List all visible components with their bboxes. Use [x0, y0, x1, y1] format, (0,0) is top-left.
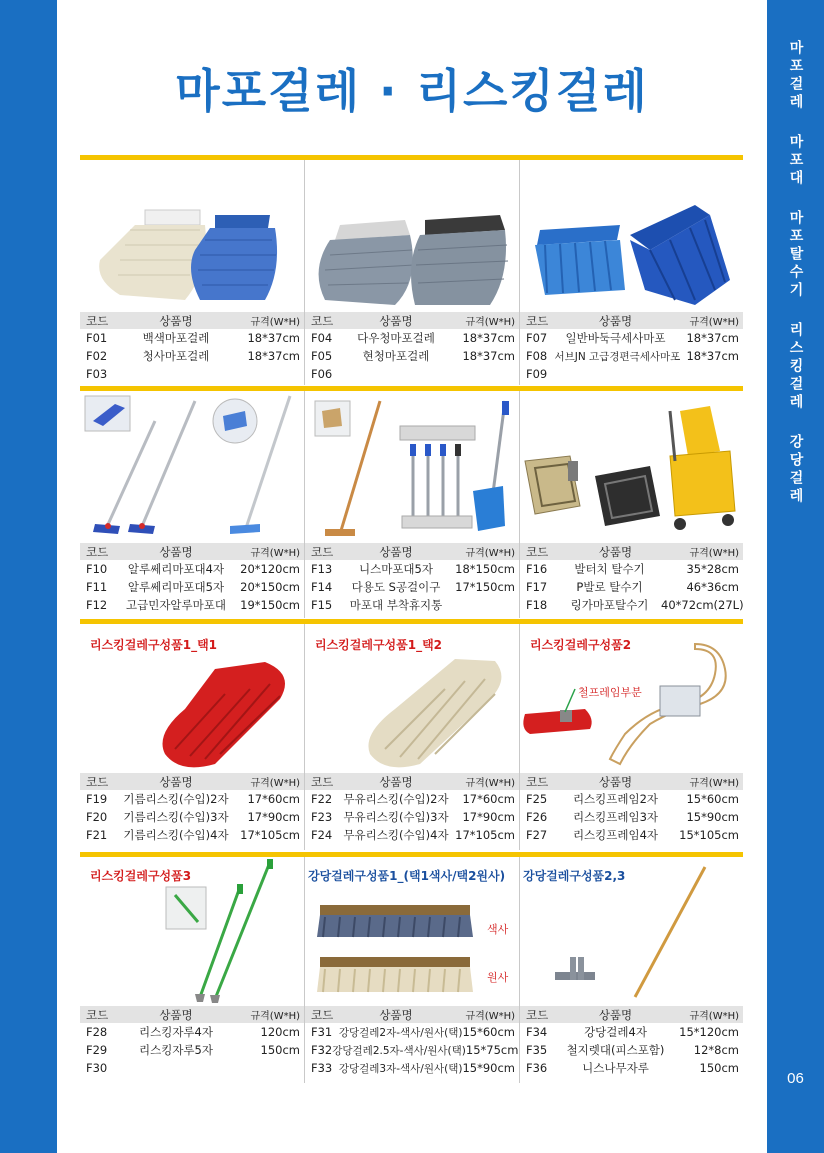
- item-name: 니스나무자루: [582, 1061, 649, 1075]
- table-header: [305, 773, 519, 790]
- table-header: [520, 312, 743, 329]
- header-name: 상품명: [598, 313, 633, 328]
- product-section-f34: [520, 857, 743, 1083]
- item-name: 무유리스킹(수입)2자: [343, 792, 449, 806]
- dust-mop-handles-image: [160, 857, 300, 1007]
- item-spec: 15*105cm: [679, 828, 739, 842]
- item-name: 현청마포걸레: [362, 349, 430, 363]
- mop-wringers-image: [520, 406, 740, 541]
- item-name: 무유리스킹(수입)4자: [343, 828, 449, 842]
- header-spec: 규격(W*H): [465, 548, 515, 559]
- gym-mops-image: [315, 897, 475, 1002]
- item-code: F09: [526, 367, 548, 381]
- item-code: F05: [311, 349, 333, 363]
- section-label: 리스킹걸레구성품2: [530, 638, 632, 652]
- header-spec: 규격(W*H): [465, 778, 515, 789]
- product-section-f22: [305, 624, 519, 850]
- item-name: 리스킹프레임4자: [572, 828, 659, 842]
- item-spec: 17*90cm: [247, 810, 300, 824]
- item-code: F36: [526, 1061, 548, 1075]
- item-code: F30: [86, 1061, 108, 1075]
- item-code: F23: [311, 810, 333, 824]
- item-spec: 17*60cm: [247, 792, 300, 806]
- table-row: [305, 596, 519, 614]
- item-code: F35: [526, 1043, 548, 1057]
- header-name: 상품명: [379, 1007, 413, 1022]
- item-code: F06: [311, 367, 333, 381]
- item-spec: 15*90cm: [686, 810, 739, 824]
- product-table: [80, 1006, 304, 1077]
- item-name: 일반바둑극세사마포: [565, 331, 666, 345]
- dust-mop-frame-image: [520, 644, 743, 769]
- item-code: F31: [311, 1025, 333, 1039]
- colored-yarn-note: 색사: [487, 923, 509, 936]
- table-row: [520, 347, 743, 365]
- table-row: [80, 826, 304, 844]
- item-code: F24: [311, 828, 333, 842]
- row-1: [80, 160, 743, 385]
- white-dust-mop-image: [360, 649, 515, 774]
- table-header: [80, 543, 304, 560]
- item-spec: 18*37cm: [686, 349, 739, 363]
- side-category-3-label: 마포탈수기: [787, 210, 804, 300]
- row-3: [80, 624, 743, 850]
- table-row: [305, 365, 519, 383]
- table-header: [305, 543, 519, 560]
- item-name: 강당걸레2자-색사/원사(택): [338, 1026, 463, 1039]
- item-spec: 17*150cm: [455, 580, 515, 594]
- item-code: F12: [86, 598, 108, 612]
- item-code: F34: [526, 1025, 548, 1039]
- header-name: 상품명: [159, 774, 193, 789]
- header-code: 코드: [311, 313, 334, 328]
- product-table: [80, 543, 304, 614]
- product-section-f01: [80, 160, 304, 385]
- item-code: F02: [86, 349, 108, 363]
- item-name: 리스킹자루4자: [139, 1025, 213, 1039]
- table-header: [80, 1006, 304, 1023]
- product-table: [305, 543, 519, 614]
- table-row: [80, 347, 304, 365]
- table-row: [305, 1041, 519, 1059]
- item-code: F18: [526, 598, 548, 612]
- header-name: 상품명: [598, 774, 633, 789]
- table-header: [520, 773, 743, 790]
- header-code: 코드: [311, 774, 334, 789]
- item-code: F32: [311, 1043, 333, 1057]
- table-row: [80, 1041, 304, 1059]
- section-label: 강당걸레구성품2,3: [523, 869, 626, 883]
- item-spec: 15*75cm: [465, 1043, 519, 1057]
- product-section-f10: [80, 391, 304, 618]
- item-name: 리스킹프레임2자: [572, 792, 659, 806]
- table-row: [80, 1059, 304, 1077]
- table-row: [80, 596, 304, 614]
- section-label: 리스킹걸레구성품3: [90, 869, 192, 883]
- table-row: [305, 808, 519, 826]
- header-spec: 규격(W*H): [689, 1011, 739, 1022]
- item-spec: 18*37cm: [462, 331, 515, 345]
- product-section-f25: [520, 624, 743, 850]
- side-category-1: [767, 40, 824, 118]
- header-spec: 규격(W*H): [689, 548, 739, 559]
- item-code: F29: [86, 1043, 108, 1057]
- item-code: F16: [526, 562, 548, 576]
- table-row: [305, 826, 519, 844]
- row-4: [80, 857, 743, 1083]
- item-spec: 150cm: [699, 1061, 739, 1075]
- header-name: 상품명: [379, 544, 413, 559]
- item-code: F17: [526, 580, 548, 594]
- item-name: 고급민자알루마포대: [126, 598, 226, 612]
- table-row: [80, 329, 304, 347]
- section-label: 리스킹걸레구성품1_택2: [315, 638, 443, 652]
- item-code: F11: [86, 580, 108, 594]
- table-row: [305, 329, 519, 347]
- header-code: 코드: [526, 774, 549, 789]
- page-title: 마포걸레 · 리스킹걸레: [175, 64, 649, 118]
- table-header: [80, 312, 304, 329]
- item-code: F01: [86, 331, 108, 345]
- item-spec: 17*105cm: [455, 828, 515, 842]
- product-table: [520, 543, 743, 614]
- table-row: [80, 578, 304, 596]
- product-section-f04: [305, 160, 519, 385]
- table-row: [305, 1059, 519, 1077]
- item-name: 무유리스킹(수입)3자: [343, 810, 449, 824]
- product-section-f13: [305, 391, 519, 618]
- item-code: F20: [86, 810, 108, 824]
- item-spec: 20*150cm: [240, 580, 300, 594]
- table-row: [305, 790, 519, 808]
- red-dust-mop-image: [155, 654, 300, 774]
- item-code: F13: [311, 562, 333, 576]
- item-spec: 40*72cm(27L): [661, 598, 744, 612]
- item-name: 니스마포대5자: [359, 562, 433, 576]
- table-row: [305, 578, 519, 596]
- table-row: [520, 808, 743, 826]
- section-label: 리스킹걸레구성품1_택1: [90, 638, 218, 652]
- product-section-f19: [80, 624, 304, 850]
- item-spec: 18*37cm: [247, 331, 300, 345]
- item-code: F15: [311, 598, 333, 612]
- header-name: 상품명: [379, 774, 413, 789]
- header-spec: 규격(W*H): [465, 317, 515, 328]
- table-row: [305, 1023, 519, 1041]
- section-label: 강당걸레구성품1_(택1색사/택2원사): [308, 869, 506, 883]
- side-category-4: [767, 322, 824, 418]
- item-code: F10: [86, 562, 108, 576]
- item-name: 다우청마포걸레: [357, 331, 435, 345]
- header-code: 코드: [86, 544, 109, 559]
- table-header: [520, 1006, 743, 1023]
- table-row: [80, 1023, 304, 1041]
- header-code: 코드: [526, 544, 549, 559]
- item-name: 강당걸레3자-색사/원사(택): [338, 1062, 463, 1075]
- table-row: [520, 1059, 743, 1077]
- header-name: 상품명: [159, 313, 193, 328]
- item-name: 리스킹자루5자: [139, 1043, 213, 1057]
- item-code: F03: [86, 367, 108, 381]
- table-header: [305, 1006, 519, 1023]
- item-spec: 12*8cm: [693, 1043, 739, 1057]
- header-spec: 규격(W*H): [250, 1011, 300, 1022]
- left-color-bar: [0, 0, 57, 1153]
- raw-yarn-note: 원사: [487, 971, 509, 984]
- header-spec: 규격(W*H): [465, 1011, 515, 1022]
- aluminum-mop-poles-image: [85, 396, 299, 541]
- header-code: 코드: [86, 1007, 109, 1022]
- item-code: F28: [86, 1025, 108, 1039]
- table-row: [520, 365, 743, 383]
- item-spec: 18*37cm: [462, 349, 515, 363]
- item-spec: 18*37cm: [247, 349, 300, 363]
- page-number: 06: [787, 1070, 804, 1087]
- side-category-4-label: 리스킹걸레: [787, 322, 804, 412]
- header-spec: 규격(W*H): [250, 778, 300, 789]
- item-name: 마포대 부착휴지통: [349, 598, 443, 612]
- header-name: 상품명: [598, 1007, 633, 1022]
- microfiber-mop-heads-image: [525, 200, 735, 310]
- item-name: 링가마포탈수기: [570, 598, 649, 612]
- side-category-1-label: 마포걸레: [787, 40, 804, 112]
- product-table: [80, 773, 304, 844]
- side-category-2: [767, 134, 824, 194]
- item-spec: 20*120cm: [240, 562, 300, 576]
- table-row: [305, 347, 519, 365]
- item-code: F07: [526, 331, 548, 345]
- header-code: 코드: [311, 544, 334, 559]
- product-section-f07: [520, 160, 743, 385]
- header-name: 상품명: [379, 313, 413, 328]
- item-name: 리스킹프레임3자: [572, 810, 659, 824]
- table-row: [305, 560, 519, 578]
- item-spec: 15*60cm: [686, 792, 739, 806]
- item-spec: 15*60cm: [462, 1025, 515, 1039]
- product-section-f28: [80, 857, 304, 1083]
- item-name: 알루쎄리마포대5자: [127, 580, 225, 594]
- item-code: F04: [311, 331, 333, 345]
- item-code: F26: [526, 810, 548, 824]
- white-and-blue-mop-heads-image: [90, 200, 290, 310]
- header-code: 코드: [86, 313, 109, 328]
- table-row: [520, 578, 743, 596]
- item-name: 기름리스킹(수입)4자: [123, 828, 229, 842]
- frame-part-note: 철프레임부분: [578, 686, 642, 699]
- item-spec: 18*150cm: [455, 562, 515, 576]
- header-name: 상품명: [598, 544, 633, 559]
- table-row: [520, 1023, 743, 1041]
- header-code: 코드: [311, 1007, 334, 1022]
- header-spec: 규격(W*H): [250, 317, 300, 328]
- side-category-5: [767, 434, 824, 512]
- product-table: [305, 312, 519, 383]
- item-spec: 19*150cm: [240, 598, 300, 612]
- product-table: [305, 773, 519, 844]
- item-spec: 17*105cm: [240, 828, 300, 842]
- item-name: 청사마포걸레: [142, 349, 210, 363]
- item-code: F27: [526, 828, 548, 842]
- table-row: [80, 365, 304, 383]
- item-name: 기름리스킹(수입)3자: [123, 810, 229, 824]
- side-category-list: [767, 40, 824, 528]
- header-name: 상품명: [159, 544, 193, 559]
- header-code: 코드: [526, 1007, 549, 1022]
- item-spec: 15*90cm: [462, 1061, 515, 1075]
- item-name: 다용도 S공걸이구: [351, 580, 441, 594]
- table-row: [80, 790, 304, 808]
- item-code: F33: [311, 1061, 333, 1075]
- table-header: [305, 312, 519, 329]
- item-code: F14: [311, 580, 333, 594]
- item-code: F21: [86, 828, 108, 842]
- table-row: [520, 596, 743, 614]
- item-name: 강당걸레2.5자-색사/원사(택): [332, 1044, 466, 1057]
- header-code: 코드: [86, 774, 109, 789]
- item-name: 기름리스킹(수입)2자: [123, 792, 229, 806]
- header-spec: 규격(W*H): [689, 317, 739, 328]
- table-row: [80, 560, 304, 578]
- table-row: [520, 329, 743, 347]
- table-header: [80, 773, 304, 790]
- item-code: F25: [526, 792, 548, 806]
- item-spec: 15*120cm: [679, 1025, 739, 1039]
- product-table: [520, 312, 743, 383]
- side-category-5-label: 강당걸레: [787, 434, 804, 506]
- product-table: [520, 1006, 743, 1077]
- item-spec: 17*60cm: [462, 792, 515, 806]
- row-2: [80, 391, 743, 618]
- item-name: 발터치 탈수기: [574, 562, 645, 576]
- product-section-f16: [520, 391, 743, 618]
- item-name: 강당걸레4자: [584, 1025, 647, 1039]
- header-code: 코드: [526, 313, 549, 328]
- product-section-f31: [305, 857, 519, 1083]
- item-name: 철지렛대(피스포함): [566, 1043, 665, 1057]
- item-name: P발로 탈수기: [576, 580, 643, 594]
- item-code: F22: [311, 792, 333, 806]
- header-spec: 규격(W*H): [250, 548, 300, 559]
- table-header: [520, 543, 743, 560]
- product-table: [80, 312, 304, 383]
- header-spec: 규격(W*H): [689, 778, 739, 789]
- item-spec: 17*90cm: [462, 810, 515, 824]
- item-code: F19: [86, 792, 108, 806]
- item-code: F08: [526, 349, 548, 363]
- table-row: [80, 808, 304, 826]
- side-category-2-label: 마포대: [787, 134, 804, 188]
- item-spec: 18*37cm: [686, 331, 739, 345]
- mop-handles-and-hanger-image: [310, 396, 515, 541]
- item-spec: 35*28cm: [686, 562, 739, 576]
- gym-mop-handle-and-bracket-image: [540, 862, 740, 1002]
- item-spec: 46*36cm: [686, 580, 739, 594]
- item-name: 백색마포걸레: [142, 331, 210, 345]
- table-row: [520, 790, 743, 808]
- gray-mop-heads-image: [310, 205, 515, 310]
- table-row: [520, 1041, 743, 1059]
- item-name: 서브JN 고급경편극세사마포: [554, 350, 681, 363]
- header-name: 상품명: [159, 1007, 193, 1022]
- table-row: [520, 560, 743, 578]
- item-spec: 150cm: [260, 1043, 300, 1057]
- item-spec: 120cm: [260, 1025, 300, 1039]
- item-name: 알루쎄리마포대4자: [127, 562, 225, 576]
- product-table: [520, 773, 743, 844]
- product-table: [305, 1006, 519, 1077]
- side-category-3: [767, 210, 824, 306]
- table-row: [520, 826, 743, 844]
